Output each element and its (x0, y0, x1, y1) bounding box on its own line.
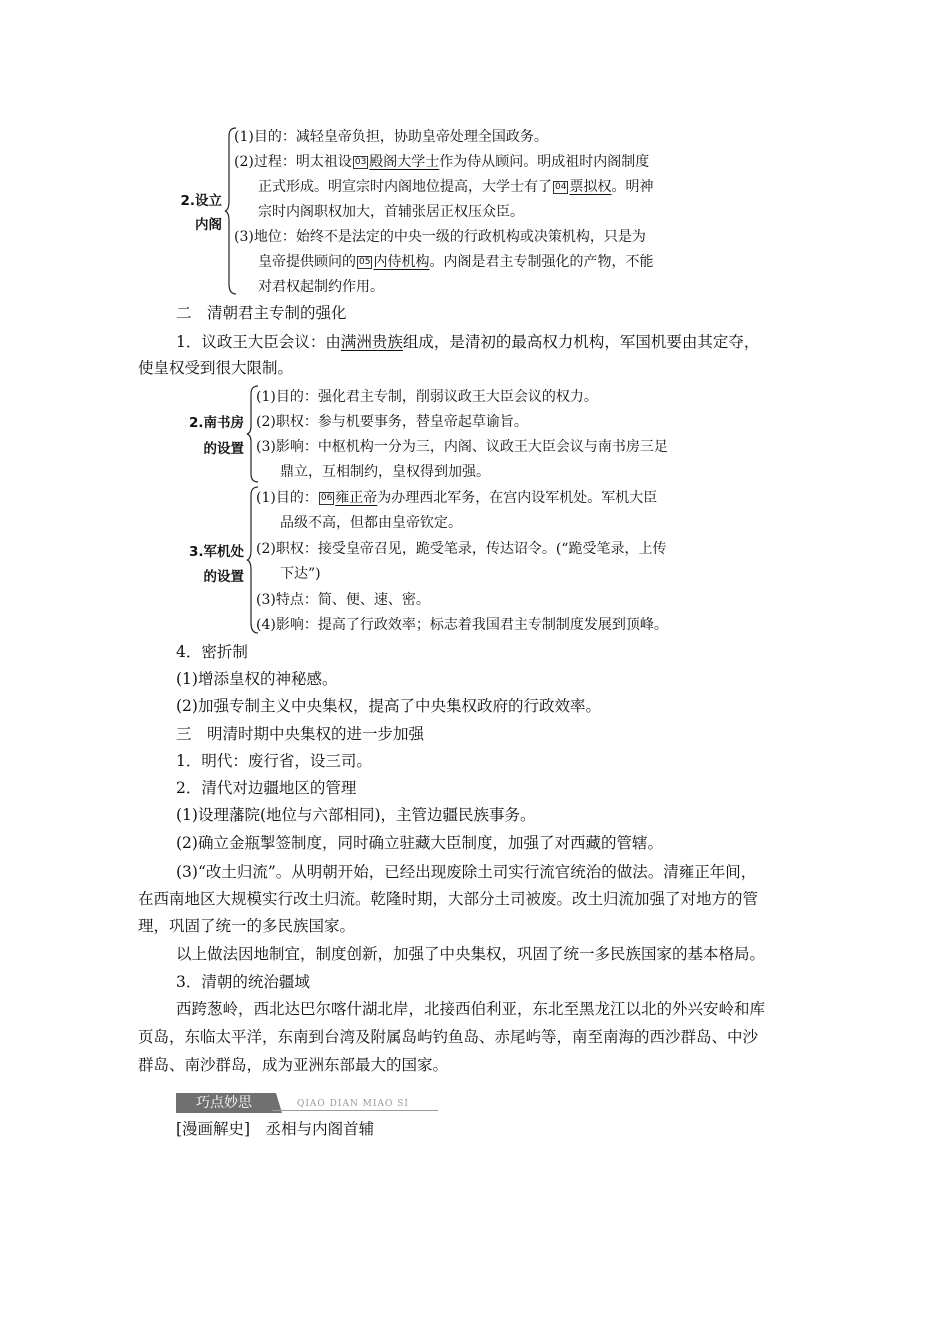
item-mizhezhi-1: (1)增添皇权的神秘感。 (176, 670, 338, 688)
heading-section-2: 二 清朝君主专制的强化 (176, 304, 347, 322)
nanshufang-line-4: 鼎立，互相制约，皇权得到加强。 (280, 464, 490, 480)
item-gaitu-3: 理，巩固了统一的多民族国家。 (138, 917, 356, 935)
cabinet-line-4: 宗时内阁职权加大，首辅张居正权压众臣。 (258, 204, 524, 220)
section-label-nanshufang-1: 2.南书房 (188, 415, 244, 431)
junjichu-line-3: (2)职权：接受皇帝召见，跪受笔录，传达诏令。(“跪受笔录，上传 (256, 541, 667, 557)
heading-section-3: 三 明清时期中央集权的进一步加强 (176, 725, 425, 743)
item-qingdai-border: 2．清代对边疆地区的管理 (176, 779, 357, 797)
item-mizhezhi-2: (2)加强专制主义中央集权，提高了中央集权政府的行政效率。 (176, 697, 601, 715)
cabinet-line-5: (3)地位：始终不是法定的中央一级的行政机构或决策机构，只是为 (234, 229, 646, 245)
keyword-manzhouguizu: 满洲贵族 (340, 333, 403, 351)
keyword-dagexueshi: 殿阁大学士 (369, 154, 440, 170)
section-label-cabinet-1: 2.设立 (180, 193, 222, 209)
banner-qiaodianmiaosi: 巧点妙思 (176, 1093, 272, 1113)
territory-line-3: 群岛、南沙群岛，成为亚洲东部最大的国家。 (138, 1056, 449, 1074)
territory-line-1: 西跨葱岭，西北达巴尔喀什湖北岸，北接西伯利亚，东北至黑龙江以北的外兴安岭和库 (176, 1000, 766, 1018)
section-label-junjichu-1: 3.军机处 (188, 544, 244, 560)
territory-line-2: 页岛，东临太平洋，东南到台湾及附属岛屿钓鱼岛、赤尾屿等，南至南海的西沙群岛、中沙 (138, 1028, 759, 1046)
junjichu-line-4: 下达”) (280, 566, 321, 582)
nanshufang-line-3: (3)影响：中枢机构一分为三，内阁、议政王大臣会议与南书房三足 (256, 439, 668, 455)
cabinet-line-1: (1)目的：减轻皇帝负担，协助皇帝处理全国政务。 (234, 129, 548, 145)
section-label-nanshufang-2: 的设置 (203, 441, 244, 457)
section-label-junjichu-2: 的设置 (203, 569, 244, 585)
item-territory: 3．清朝的统治疆域 (176, 973, 310, 991)
junjichu-line-5: (3)特点：简、便、速、密。 (256, 592, 430, 608)
nanshufang-line-2: (2)职权：参与机要事务，替皇帝起草谕旨。 (256, 414, 528, 430)
item-gaitu-1: (3)“改土归流”。从明朝开始，已经出现废除土司实行流官统治的做法。清雍正年间， (176, 863, 757, 881)
banner-underline (272, 1110, 438, 1111)
cabinet-line-7: 对君权起制约作用。 (258, 279, 384, 295)
section-label-cabinet-2: 内阁 (195, 217, 222, 233)
item-mingdai: 1．明代：废行省，设三司。 (176, 752, 372, 770)
junjichu-line-1: (1)目的： 06 雍正帝为办理西北军务，在宫内设军机处。军机大臣 (256, 490, 658, 506)
badge-04: 04 (555, 182, 567, 192)
comic-history-title: [漫画解史] 丞相与内阁首辅 (176, 1120, 375, 1138)
item-gaitu-2: 在西南地区大规模实行改土归流。乾隆时期，大部分土司被废。改土归流加强了对地方的管 (138, 890, 759, 908)
badge-03: 03 (354, 157, 367, 167)
junjichu-line-2: 品级不高，但都由皇帝钦定。 (280, 515, 462, 531)
cabinet-line-6: 皇帝提供顾问的 05 内侍机构。内阁是君主专制强化的产物，不能 (258, 254, 654, 270)
badge-06: 06 (320, 493, 333, 503)
paragraph-yizhengwang: 1．议政王大臣会议：由满洲贵族组成，是清初的最高权力机构，军国机要由其定夺， (176, 333, 760, 351)
paragraph-yizhengwang-2: 使皇权受到很大限制。 (138, 359, 294, 377)
item-mizhezhi: 4．密折制 (176, 643, 248, 661)
cabinet-line-3: 正式形成。明宣宗时内阁地位提高，大学士有了 04 票拟权。明神 (258, 179, 654, 195)
banner-english: QIAO DIAN MIAO SI (297, 1099, 409, 1109)
item-summary: 以上做法因地制宜，制度创新，加强了中央集权，巩固了统一多民族国家的基本格局。 (176, 945, 766, 963)
item-lifanyuan: (1)设理藩院(地位与六部相同)，主管边疆民族事务。 (176, 806, 536, 824)
cabinet-line-2: (2)过程：明太祖设 03 殿阁大学士作为侍从顾问。明成祖时内阁制度 (234, 154, 650, 170)
keyword-piaoniquan: 票拟权 (569, 179, 612, 195)
nanshufang-line-1: (1)目的：强化君主专制，削弱议政王大臣会议的权力。 (256, 389, 598, 405)
keyword-yongzhengdi: 雍正帝 (335, 490, 378, 506)
keyword-neishijigou: 内侍机构 (373, 254, 430, 270)
item-jinping: (2)确立金瓶掣签制度，同时确立驻藏大臣制度，加强了对西藏的管辖。 (176, 834, 663, 852)
junjichu-line-6: (4)影响：提高了行政效率；标志着我国君主专制制度发展到顶峰。 (256, 617, 668, 633)
brace-junjichu (246, 485, 260, 635)
badge-05: 05 (359, 257, 371, 267)
